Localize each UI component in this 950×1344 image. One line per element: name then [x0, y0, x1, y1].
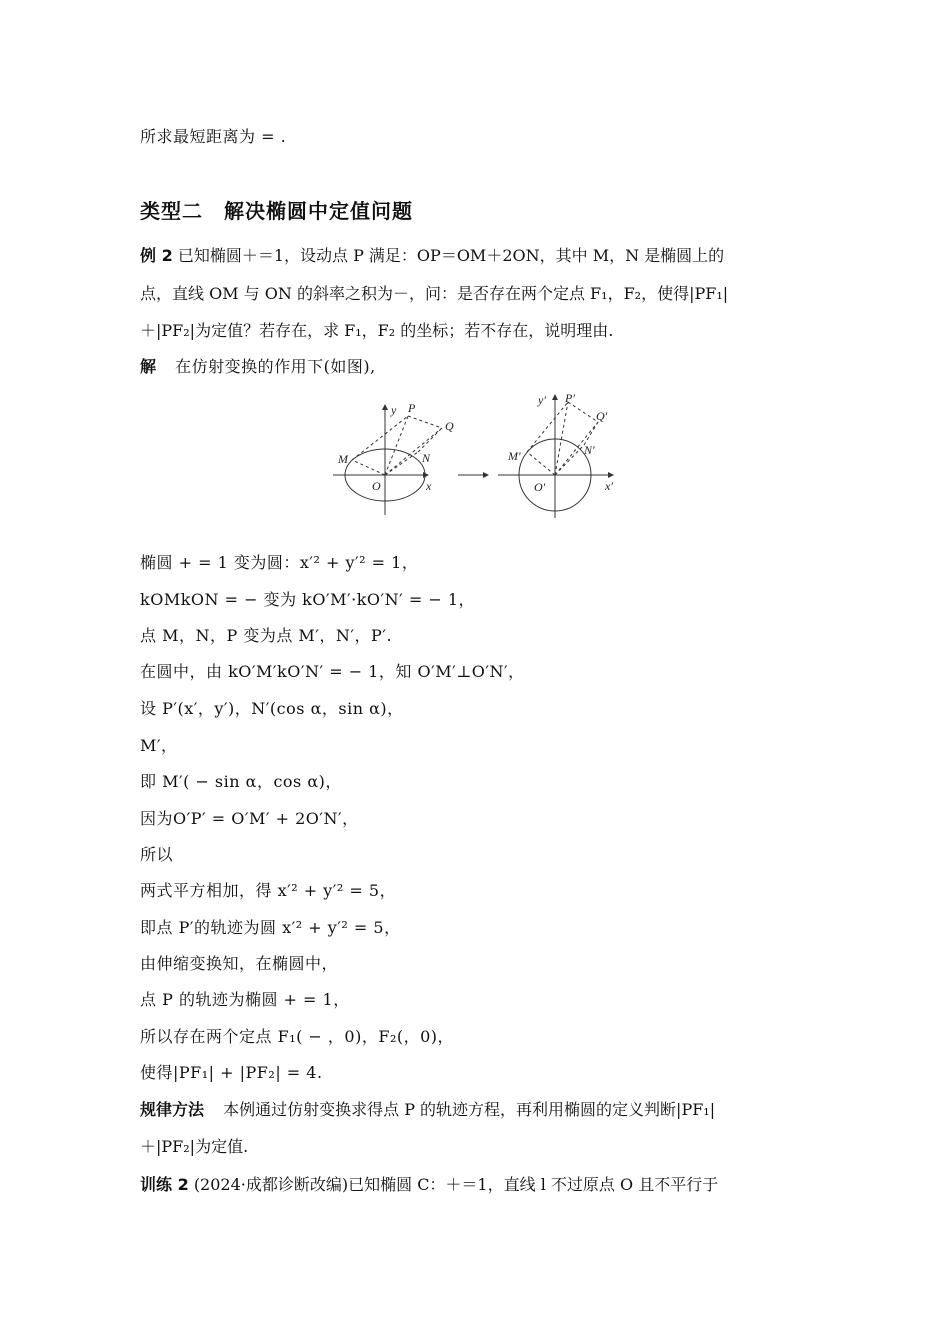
left-n-label: N	[422, 451, 431, 465]
left-m-label: M	[338, 452, 348, 466]
solution-step: 点 M，N，P 变为点 M′，N′，P′.	[140, 626, 393, 645]
right-n-label: N′	[584, 443, 595, 457]
solution-step: 使得|PF₁| + |PF₂| = 4.	[140, 1063, 323, 1082]
left-y-label: y	[391, 403, 397, 417]
affine-transform-figure	[328, 390, 628, 520]
solution-intro-text: 在仿射变换的作用下(如图),	[175, 357, 376, 376]
right-o-label: O′	[534, 480, 546, 494]
left-x-label: x	[426, 479, 432, 493]
method-line-1	[140, 1100, 715, 1120]
right-q-label: Q′	[596, 409, 608, 423]
right-m-label: M′	[508, 449, 521, 463]
solution-step: 点 P 的轨迹为椭圆 + = 1，	[140, 990, 350, 1009]
left-p-label: P	[408, 401, 416, 415]
solution-step: 因为O′P′ = O′M′ + 2O′N′，	[140, 809, 359, 828]
section-title: 类型二 解决椭圆中定值问题	[140, 199, 413, 223]
solution-step: 由伸缩变换知，在椭圆中，	[140, 954, 339, 973]
method-line-2: ＋|PF₂|为定值.	[140, 1137, 249, 1156]
solution-step: 所以存在两个定点 F₁( − ，0)，F₂(，0)，	[140, 1027, 455, 1046]
exercise-text: (2024·成都诊断改编)已知椭圆 C：＋＝1，直线 l 不过原点 O 且不平行于	[193, 1175, 719, 1194]
top-line: 所求最短距离为 = .	[140, 127, 287, 146]
example-line-2: 点，直线 OM 与 ON 的斜率之积为－，问：是否存在两个定点 F₁，F₂，使得|PF₁|	[140, 284, 729, 303]
solution-step: 即 M′( − sin α，cos α)，	[140, 772, 342, 791]
right-p-label: P′	[565, 391, 575, 405]
method-label: 规律方法	[140, 1100, 205, 1119]
left-dashed-lines	[352, 416, 442, 475]
left-q-label: Q	[445, 419, 454, 433]
solution-step: 设 P′(x′，y′)，N′(cos α，sin α)，	[140, 699, 404, 718]
right-dashed-lines	[527, 402, 598, 475]
exercise-label: 训练 2	[140, 1175, 189, 1194]
solution-step: 椭圆 + = 1 变为圆：x′² + y′² = 1，	[140, 553, 419, 572]
solution-step: 两式平方相加，得 x′² + y′² = 5，	[140, 881, 397, 900]
solution-step: 在圆中，由 kO′M′kO′N′ = − 1，知 O′M′⊥O′N′，	[140, 662, 525, 681]
left-o-label: O	[372, 479, 381, 493]
example-text-1: 已知椭圆＋＝1，设动点 P 满足：OP＝OM＋2ON，其中 M，N 是椭圆上的	[177, 246, 725, 265]
right-x-label: x′	[605, 479, 613, 493]
solution-intro	[140, 357, 376, 377]
example-line-1	[140, 246, 724, 266]
exercise-line	[140, 1175, 718, 1195]
right-y-label: y′	[538, 393, 546, 407]
example-line-3: ＋|PF₂|为定值？若存在，求 F₁，F₂ 的坐标；若不存在，说明理由.	[140, 321, 614, 340]
solution-step: 所以	[140, 845, 174, 864]
method-text-1: 本例通过仿射变换求得点 P 的轨迹方程，再利用椭圆的定义判断|PF₁|	[223, 1100, 716, 1119]
example-label: 例 2	[140, 246, 173, 265]
solution-label: 解	[140, 357, 157, 376]
solution-step: 即点 P′的轨迹为圆 x′² + y′² = 5，	[140, 918, 401, 937]
solution-step: M′，	[140, 736, 178, 755]
solution-step: kOMkON = − 变为 kO′M′·kO′N′ = − 1，	[140, 590, 476, 609]
